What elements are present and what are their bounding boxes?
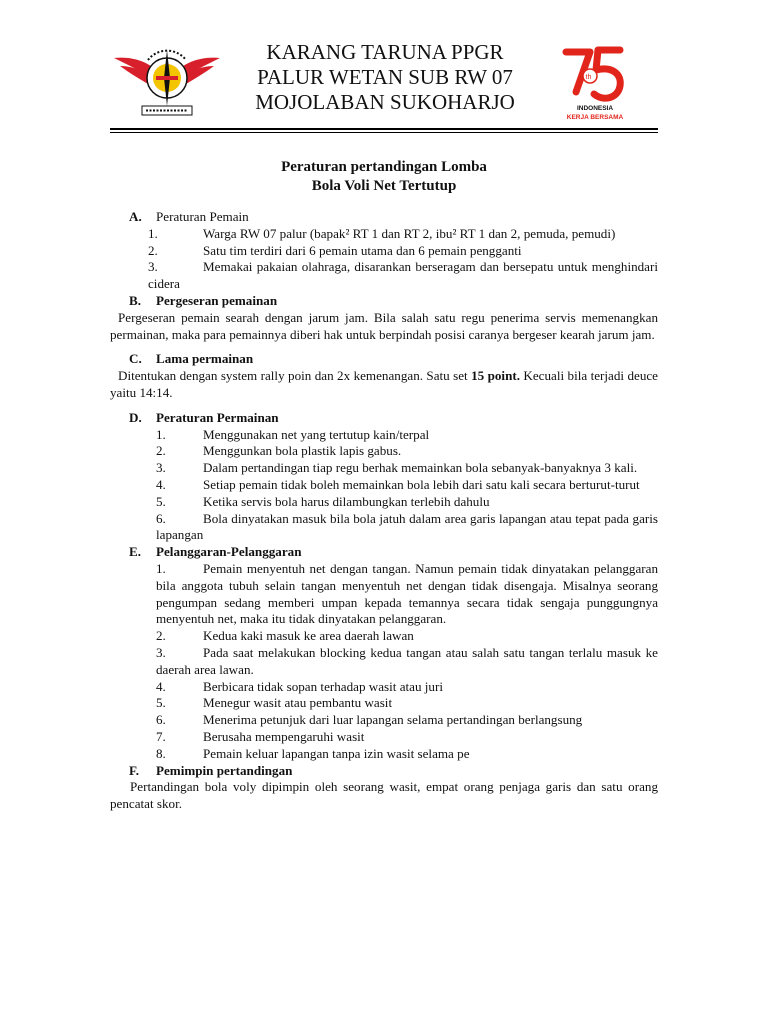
item-number: 2.: [156, 443, 166, 459]
title-line-2: Bola Voli Net Tertutup: [311, 178, 457, 194]
item-number: 4.: [156, 678, 166, 694]
list-item: [110, 645, 658, 679]
item-text: Bola dinyatakan masuk bila bola jatuh dalam area garis lapangan atau tepat pada garis lapangan: [156, 510, 658, 543]
item-text: Berusaha mempengaruhi wasit: [203, 728, 365, 744]
section-d-heading: [110, 410, 658, 427]
section-a-heading: [110, 209, 658, 226]
item-text: Berbicara tidak sopan terhadap wasit atau juri: [203, 678, 443, 694]
section-a-list: [110, 226, 658, 293]
section-letter: C.: [129, 351, 142, 367]
svg-text:INDONESIA: INDONESIA: [576, 105, 614, 112]
item-text: Ketika servis bola harus dilambungkan terlebih dahulu: [203, 493, 490, 509]
item-number: 3.: [156, 460, 166, 476]
section-f-paragraph: Pertandingan bola voly dipimpin oleh seorang wasit, empat orang penjaga garis dan satu orang pencatat skor.: [110, 779, 658, 812]
paragraph-text: Ditentukan dengan system rally poin dan 2x kemenangan. Satu set: [118, 368, 472, 384]
item-text: Kedua kaki masuk ke area daerah lawan: [203, 628, 414, 644]
item-text: Dalam pertandingan tiap regu berhak memainkan bola sebanyak-banyaknya 3 kali.: [203, 460, 638, 476]
item-text: Menerima petunjuk dari luar lapangan selama pertandingan berlangsung: [203, 712, 583, 728]
section-title: Lama permainan: [156, 351, 254, 367]
item-text: Pada saat melakukan blocking kedua tangan atau salah satu tangan terlalu masuk ke daerah area lawan.: [156, 644, 658, 677]
item-number: 1.: [156, 560, 166, 576]
document-title: [110, 158, 658, 196]
item-number: 5.: [156, 493, 166, 509]
org-line-1: KARANG TARUNA PPGR: [266, 40, 504, 64]
document-body: [110, 209, 658, 813]
section-c-paragraph: [110, 368, 658, 402]
list-item: [110, 443, 658, 460]
item-number: 2.: [148, 242, 158, 258]
svg-text:th: th: [585, 74, 592, 81]
list-item: [110, 746, 658, 763]
list-item: [110, 679, 658, 696]
section-title: Peraturan Pemain: [156, 209, 249, 224]
item-text: Memakai pakaian olahraga, disarankan berseragam dan bersepatu untuk menghindari cidera: [148, 259, 658, 292]
section-b-paragraph: Pergeseran pemain searah dengan jarum jam. Bila salah satu regu penerima servis memenangkan permainan, maka para pemainnya diberi hak untuk berpindah posisi caranya bergeser kearah jarum jam.: [110, 309, 658, 342]
list-item: [110, 427, 658, 444]
item-number: 6.: [156, 712, 166, 728]
header-rule-thick: [110, 128, 658, 130]
list-item: [110, 243, 658, 260]
item-number: 4.: [156, 476, 166, 492]
section-title: Pelanggaran-Pelanggaran: [156, 544, 302, 560]
paragraph-text: Kecuali bila terjadi deuce yaitu 14:14.: [110, 368, 658, 400]
item-number: 3.: [156, 644, 166, 660]
list-item: [110, 226, 658, 243]
item-number: 2.: [156, 628, 166, 644]
section-title: Pergeseran pemainan: [156, 292, 278, 308]
header-rule-thin: [110, 132, 658, 133]
list-item: [110, 712, 658, 729]
list-item: [110, 259, 658, 293]
list-item: [110, 561, 658, 628]
section-e-list: [110, 561, 658, 763]
item-text: Menggunakan net yang tertutup kain/terpal: [203, 426, 430, 442]
item-number: 1.: [156, 426, 166, 442]
section-letter: A.: [129, 209, 142, 224]
org-line-2: PALUR WETAN SUB RW 07: [257, 65, 513, 89]
svg-text:KERJA BERSAMA: KERJA BERSAMA: [566, 114, 624, 121]
list-item: [110, 494, 658, 511]
item-text: Setiap pemain tidak boleh memainkan bola lebih dari satu kali secara berturut-turut: [203, 476, 640, 492]
list-item: [110, 628, 658, 645]
item-number: 1.: [148, 225, 158, 241]
list-item: [110, 695, 658, 712]
list-item: [110, 460, 658, 477]
section-title: Pemimpin pertandingan: [156, 762, 293, 778]
points-highlight: 15 point.: [471, 368, 520, 384]
item-number: 8.: [156, 745, 166, 761]
section-letter: B.: [129, 292, 142, 308]
section-e-heading: [110, 544, 658, 561]
item-text: Menegur wasit atau pembantu wasit: [203, 695, 393, 711]
list-item: [110, 511, 658, 545]
hut-ri-75-logo-icon: [560, 42, 630, 124]
item-text: Pemain menyentuh net dengan tangan. Namun pemain tidak dinyatakan pelanggaran bila anggota tubuh selain tangan menyentuh net dengan tidak disengaja. Misalnya seorang pengumpan sedang memberi umpan kepada temannya secara tidak sengaja punggungnya menyentuh net, maka itu tidak dinyatakan pelanggaran.: [156, 560, 658, 627]
list-item: [110, 729, 658, 746]
item-text: Pemain keluar lapangan tanpa izin wasit selama pe: [203, 745, 470, 761]
letterhead: [0, 0, 768, 132]
section-letter: F.: [129, 762, 140, 778]
section-letter: E.: [129, 544, 142, 560]
item-text: Warga RW 07 palur (bapak² RT 1 dan RT 2, ibu² RT 1 dan 2, pemuda, pemudi): [203, 225, 616, 241]
item-number: 5.: [156, 695, 166, 711]
section-b-heading: [110, 293, 658, 310]
karang-taruna-emblem-icon: [112, 36, 222, 122]
item-text: Satu tim terdiri dari 6 pemain utama dan 6 pemain pengganti: [203, 242, 522, 258]
section-f-heading: [110, 763, 658, 780]
section-d-list: [110, 427, 658, 545]
item-number: 3.: [148, 259, 158, 275]
section-c-heading: [110, 351, 658, 368]
organization-name: [230, 40, 540, 115]
title-line-1: Peraturan pertandingan Lomba: [281, 159, 487, 175]
item-number: 6.: [156, 510, 166, 526]
item-text: Menggunkan bola plastik lapis gabus.: [203, 443, 402, 459]
section-letter: D.: [129, 409, 142, 425]
item-number: 7.: [156, 728, 166, 744]
section-title: Peraturan Permainan: [156, 409, 279, 425]
org-line-3: MOJOLABAN SUKOHARJO: [255, 90, 515, 114]
list-item: [110, 477, 658, 494]
